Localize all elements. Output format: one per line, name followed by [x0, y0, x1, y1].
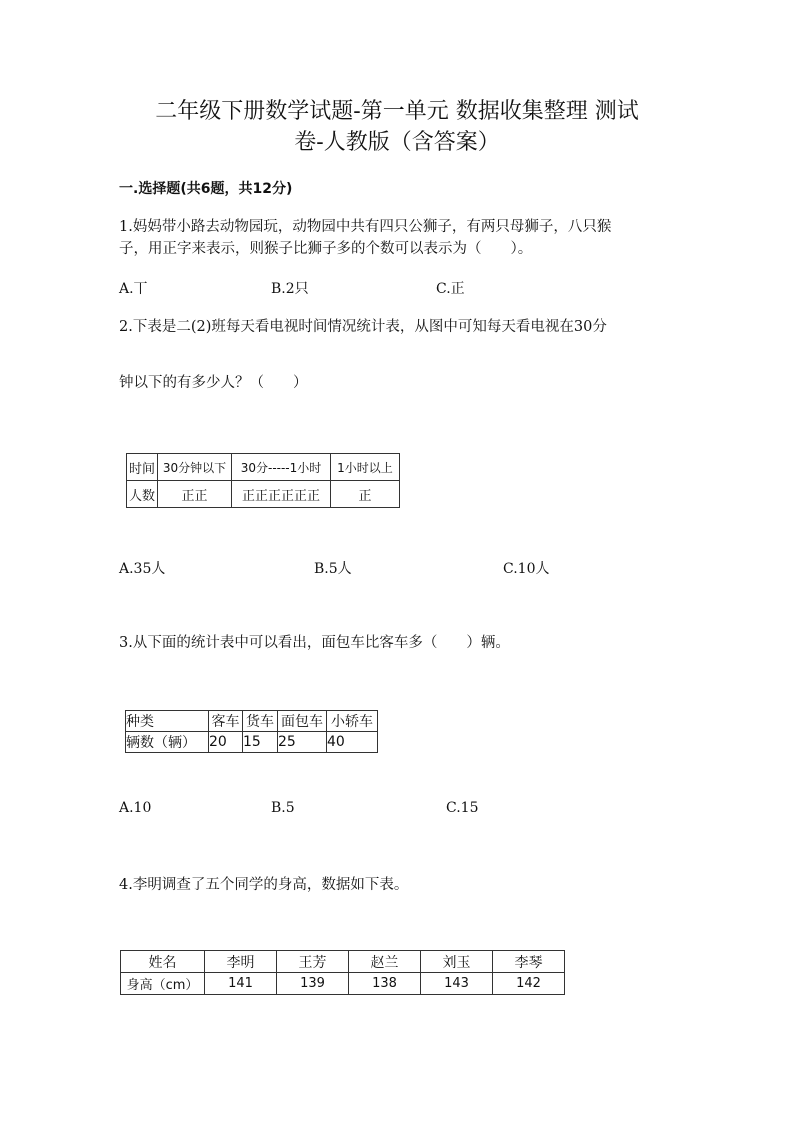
section-title: 一.选择题(共6题，共12分)	[119, 181, 293, 197]
title-line-1: 二年级下册数学试题-第一单元 数据收集整理 测试	[155, 99, 639, 124]
question-2-line-2: 钟以下的有多少人？（ ）	[119, 375, 308, 391]
table-cell: 种类	[126, 711, 209, 732]
table-cell: 人数	[127, 481, 158, 508]
table-cell: 时间	[127, 454, 158, 481]
table-cell: 141	[205, 973, 277, 995]
table-row	[121, 973, 565, 995]
q2-option-a: A.35人	[119, 561, 166, 577]
table-cell: 138	[349, 973, 421, 995]
table-cell: 客车	[209, 711, 243, 732]
q3-option-c: C.15	[446, 800, 479, 816]
table-cell: 面包车	[278, 711, 327, 732]
table-cell: 143	[421, 973, 493, 995]
table-cell: 货车	[243, 711, 278, 732]
question-4: 4.李明调查了五个同学的身高，数据如下表。	[119, 877, 409, 893]
question-1-line-1: 1.妈妈带小路去动物园玩，动物园中共有四只公狮子，有两只母狮子，八只猴	[119, 219, 612, 235]
table-cell: 正	[331, 481, 400, 508]
table-cell: 李明	[205, 951, 277, 973]
table-cell: 15	[243, 732, 278, 753]
table-cell: 王芳	[277, 951, 349, 973]
table-header-row	[126, 711, 378, 732]
document-title	[60, 96, 734, 158]
question-2-line-1: 2.下表是二(2)班每天看电视时间情况统计表，从图中可知每天看电视在30分	[119, 319, 607, 335]
q3-option-a: A.10	[119, 800, 152, 816]
question-1	[119, 216, 679, 260]
table-cell: 30分-----1小时	[232, 454, 331, 481]
table-cell: 25	[278, 732, 327, 753]
table-cell: 赵兰	[349, 951, 421, 973]
q1-option-a: A.丅	[119, 281, 148, 297]
q2-table	[126, 453, 400, 508]
table-header-row	[127, 454, 400, 481]
table-cell: 正正	[158, 481, 232, 508]
question-1-line-2: 子，用正字来表示，则猴子比狮子多的个数可以表示为（ ）。	[119, 241, 533, 257]
table-cell: 李琴	[493, 951, 565, 973]
table-cell: 1小时以上	[331, 454, 400, 481]
table-cell: 40	[327, 732, 378, 753]
table-cell: 辆数（辆）	[126, 732, 209, 753]
table-cell: 小轿车	[327, 711, 378, 732]
table-cell: 139	[277, 973, 349, 995]
table-header-row	[121, 951, 565, 973]
q3-table	[125, 710, 378, 753]
table-cell: 30分钟以下	[158, 454, 232, 481]
q3-option-b: B.5	[271, 800, 295, 816]
q4-table	[120, 950, 565, 995]
table-cell: 正正正正正正	[232, 481, 331, 508]
table-cell: 20	[209, 732, 243, 753]
table-row	[126, 732, 378, 753]
question-3: 3.从下面的统计表中可以看出，面包车比客车多（ ）辆。	[119, 635, 510, 651]
q1-option-b: B.2只	[271, 281, 309, 297]
table-cell: 刘玉	[421, 951, 493, 973]
table-cell: 身高（cm）	[121, 973, 205, 995]
q2-option-c: C.10人	[503, 561, 550, 577]
q1-option-c: C.正	[436, 281, 465, 297]
title-line-2: 卷-人教版（含答案）	[294, 130, 500, 155]
q2-option-b: B.5人	[314, 561, 352, 577]
table-cell: 姓名	[121, 951, 205, 973]
table-cell: 142	[493, 973, 565, 995]
table-row	[127, 481, 400, 508]
